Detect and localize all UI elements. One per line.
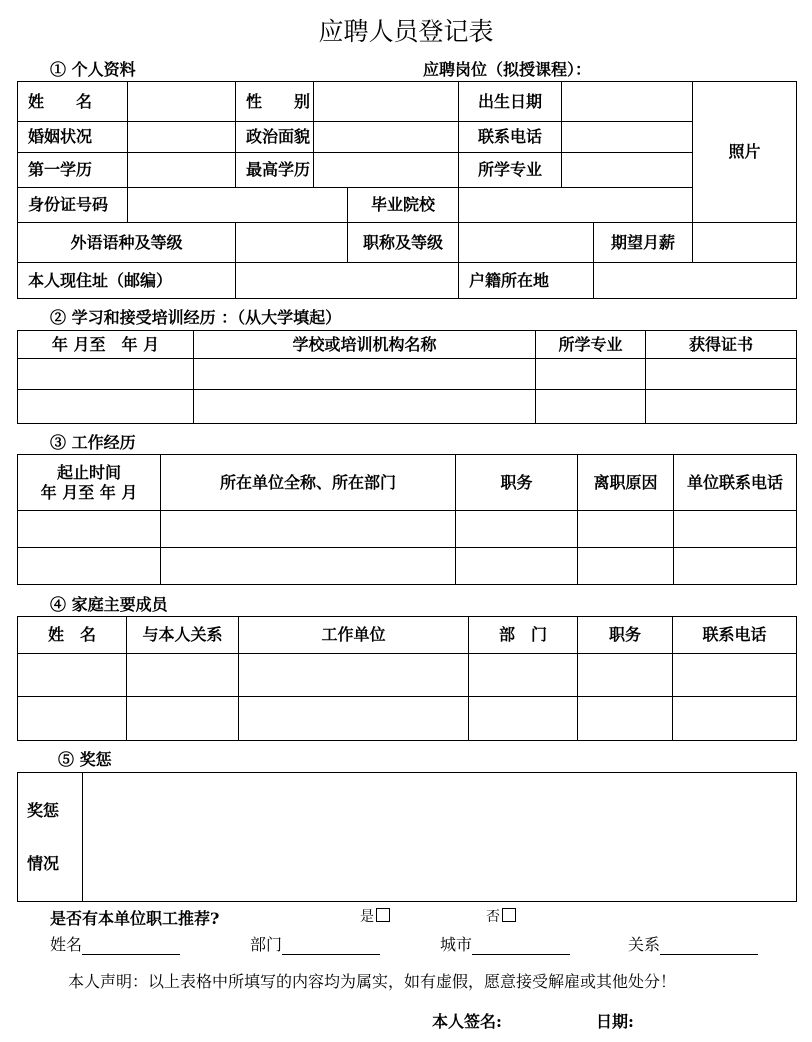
rewards-field[interactable] xyxy=(83,773,797,902)
gender-field[interactable] xyxy=(314,82,459,122)
political-label: 政治面貌 xyxy=(236,122,314,153)
personal-info-table xyxy=(17,81,797,299)
referrer-city-label: 城市 xyxy=(440,935,473,954)
work-cell[interactable] xyxy=(18,548,161,585)
family-cell[interactable] xyxy=(18,654,127,697)
title-level-label: 职称及等级 xyxy=(348,223,459,263)
referral-yes[interactable] xyxy=(360,906,390,926)
salary-field[interactable] xyxy=(693,223,797,263)
position-label: 应聘岗位（拟授课程）： xyxy=(423,60,592,79)
date-label: 日期: xyxy=(596,1012,634,1031)
section-education-heading: ② 学习和接受培训经历 ：（从大学填起） xyxy=(50,308,342,327)
work-cell[interactable] xyxy=(161,511,456,548)
referrer-city-row xyxy=(440,932,570,955)
referrer-dept-row xyxy=(250,932,380,955)
work-header-position: 职务 xyxy=(456,455,578,511)
family-header-phone: 联系电话 xyxy=(673,617,797,654)
id-number-label: 身份证号码 xyxy=(18,188,128,223)
section-work-heading: ③ 工作经历 xyxy=(50,433,136,452)
family-cell[interactable] xyxy=(239,697,469,741)
declaration: 本人声明：以上表格中所填写的内容均为属实，如有虚假，愿意接受解雇或其他处分！ xyxy=(68,972,677,991)
referrer-relation-field[interactable] xyxy=(660,938,758,955)
work-header-phone: 单位联系电话 xyxy=(674,455,797,511)
edu-cell[interactable] xyxy=(536,390,646,424)
family-cell[interactable] xyxy=(578,654,673,697)
referrer-name-field[interactable] xyxy=(82,938,180,955)
political-field[interactable] xyxy=(314,122,459,153)
family-header-dept: 部 门 xyxy=(469,617,578,654)
edu-cell[interactable] xyxy=(194,359,536,390)
family-cell[interactable] xyxy=(469,654,578,697)
referral-question: 是否有本单位职工推荐? xyxy=(50,909,220,928)
work-cell[interactable] xyxy=(674,511,797,548)
table-row xyxy=(18,548,797,585)
edu-header-major: 所学专业 xyxy=(536,331,646,359)
rewards-label-bottom: 情况 xyxy=(27,854,60,873)
name-label: 姓 名 xyxy=(18,82,128,122)
referral-yes-label: 是 xyxy=(360,909,374,925)
referral-no-label: 否 xyxy=(486,909,500,925)
work-header-period: 起止时间 年 月至 年 月 xyxy=(18,455,161,511)
family-header-position: 职务 xyxy=(578,617,673,654)
referrer-city-field[interactable] xyxy=(472,938,570,955)
edu-header-period: 年 月至 年 月 xyxy=(18,331,194,359)
language-field[interactable] xyxy=(236,223,348,263)
table-row xyxy=(18,654,797,697)
table-row xyxy=(18,697,797,741)
rewards-label-top: 奖惩 xyxy=(27,801,60,820)
title-level-field[interactable] xyxy=(459,223,594,263)
language-label: 外语语种及等级 xyxy=(18,223,236,263)
referral-no[interactable] xyxy=(486,906,516,926)
referrer-dept-field[interactable] xyxy=(282,938,380,955)
birth-label: 出生日期 xyxy=(459,82,562,122)
referrer-dept-label: 部门 xyxy=(250,935,283,954)
checkbox-yes[interactable] xyxy=(376,908,390,922)
family-cell[interactable] xyxy=(127,697,239,741)
graduated-school-label: 毕业院校 xyxy=(348,188,459,223)
table-row xyxy=(18,359,797,390)
marital-label: 婚姻状况 xyxy=(18,122,128,153)
section-rewards-heading: ⑤ 奖惩 xyxy=(58,750,112,769)
work-header-company: 所在单位全称、所在部门 xyxy=(161,455,456,511)
table-row xyxy=(18,390,797,424)
family-cell[interactable] xyxy=(127,654,239,697)
phone-field[interactable] xyxy=(562,122,693,153)
photo-cell: 照片 xyxy=(693,82,797,223)
work-cell[interactable] xyxy=(456,511,578,548)
family-cell[interactable] xyxy=(469,697,578,741)
edu-cell[interactable] xyxy=(536,359,646,390)
work-cell[interactable] xyxy=(18,511,161,548)
birth-field[interactable] xyxy=(562,82,693,122)
graduated-school-field[interactable] xyxy=(459,188,693,223)
work-cell[interactable] xyxy=(578,548,674,585)
work-header-reason: 离职原因 xyxy=(578,455,674,511)
rewards-table xyxy=(17,772,797,902)
edu-cell[interactable] xyxy=(646,390,797,424)
highest-edu-field[interactable] xyxy=(314,153,459,188)
phone-label: 联系电话 xyxy=(459,122,562,153)
work-cell[interactable] xyxy=(456,548,578,585)
referrer-relation-row xyxy=(628,932,758,955)
rewards-label-cell xyxy=(18,773,83,902)
hukou-label: 户籍所在地 xyxy=(459,263,594,299)
work-cell[interactable] xyxy=(578,511,674,548)
referrer-name-row xyxy=(50,932,180,955)
edu-header-school: 学校或培训机构名称 xyxy=(194,331,536,359)
first-edu-field[interactable] xyxy=(128,153,236,188)
gender-label: 性 别 xyxy=(236,82,314,122)
table-row xyxy=(18,511,797,548)
signature-label: 本人签名: xyxy=(432,1012,502,1031)
edu-cell[interactable] xyxy=(18,390,194,424)
family-table xyxy=(17,616,797,741)
family-cell[interactable] xyxy=(673,654,797,697)
family-header-name: 姓 名 xyxy=(18,617,127,654)
address-label: 本人现住址（邮编） xyxy=(18,263,236,299)
edu-header-certificate: 获得证书 xyxy=(646,331,797,359)
family-cell[interactable] xyxy=(239,654,469,697)
family-cell[interactable] xyxy=(578,697,673,741)
address-field[interactable] xyxy=(236,263,459,299)
section-personal-heading: ① 个人资料 xyxy=(50,60,136,79)
hukou-field[interactable] xyxy=(594,263,797,299)
name-field[interactable] xyxy=(128,82,236,122)
major-label: 所学专业 xyxy=(459,153,562,188)
major-field[interactable] xyxy=(562,153,693,188)
section-family-heading: ④ 家庭主要成员 xyxy=(50,595,168,614)
referrer-name-label: 姓名 xyxy=(50,935,83,954)
edu-cell[interactable] xyxy=(646,359,797,390)
highest-edu-label: 最高学历 xyxy=(236,153,314,188)
family-header-relation: 与本人关系 xyxy=(127,617,239,654)
family-cell[interactable] xyxy=(673,697,797,741)
salary-label: 期望月薪 xyxy=(594,223,693,263)
id-number-field[interactable] xyxy=(128,188,348,223)
family-cell[interactable] xyxy=(18,697,127,741)
marital-field[interactable] xyxy=(128,122,236,153)
edu-cell[interactable] xyxy=(194,390,536,424)
edu-cell[interactable] xyxy=(18,359,194,390)
page-title: 应聘人员登记表 xyxy=(318,17,494,46)
work-table xyxy=(17,454,797,585)
education-table xyxy=(17,330,797,424)
family-header-employer: 工作单位 xyxy=(239,617,469,654)
checkbox-no[interactable] xyxy=(502,908,516,922)
referrer-relation-label: 关系 xyxy=(628,935,661,954)
work-cell[interactable] xyxy=(161,548,456,585)
work-cell[interactable] xyxy=(674,548,797,585)
first-edu-label: 第一学历 xyxy=(18,153,128,188)
